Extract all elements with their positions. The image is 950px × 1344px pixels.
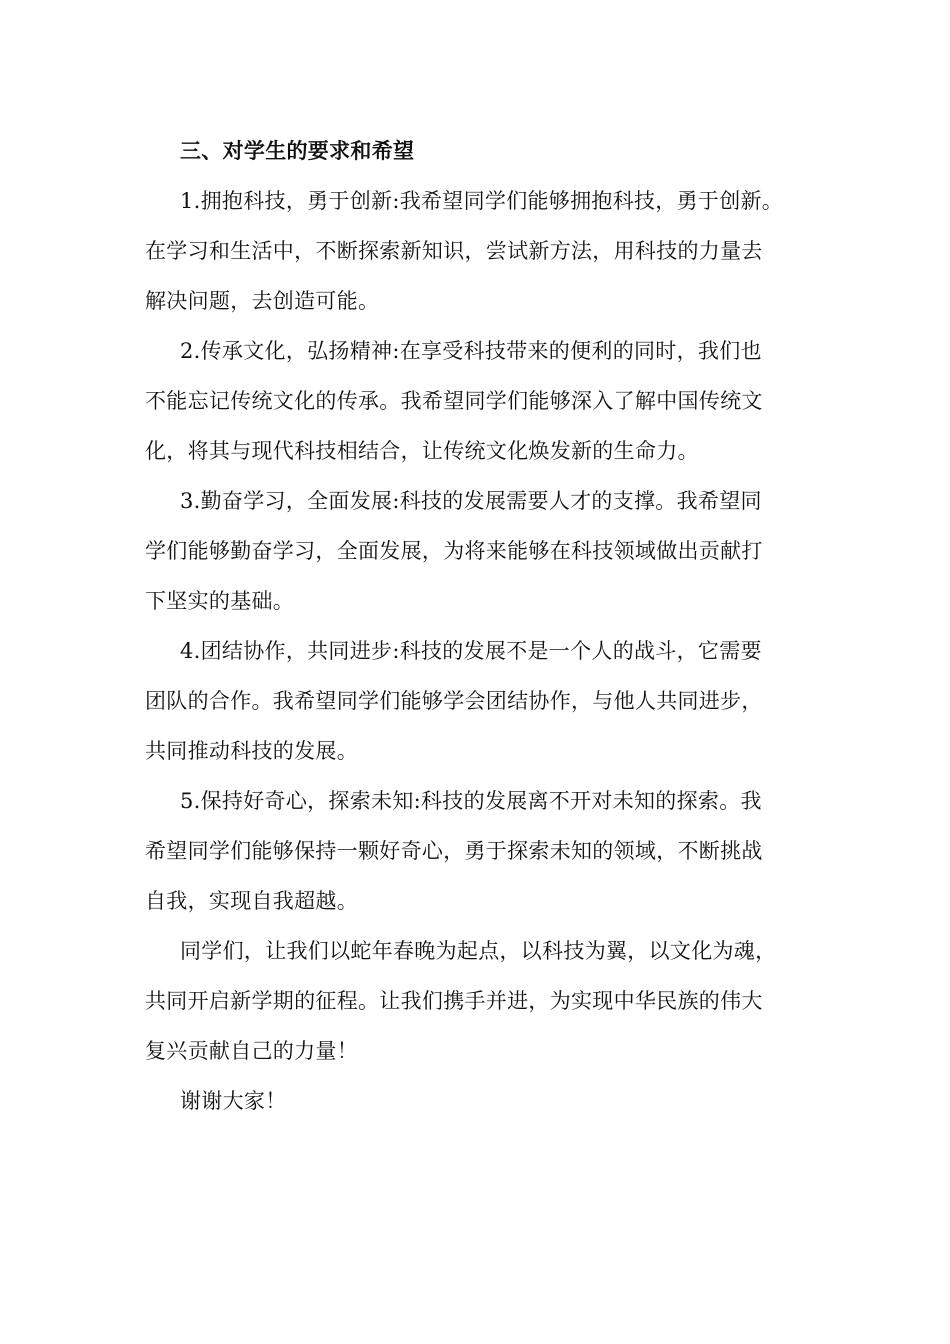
paragraph-1-line-1: 1.拥抱科技，勇于创新:我希望同学们能够拥抱科技，勇于创新。 [180, 189, 784, 213]
paragraph-5-line-3: 自我，实现自我超越。 [145, 889, 358, 913]
paragraph-3-line-3: 下坚实的基础。 [145, 589, 295, 613]
paragraph-4-line-2: 团队的合作。我希望同学们能够学会团结协作，与他人共同进步， [145, 689, 763, 713]
paragraph-4-line-3: 共同推动科技的发展。 [145, 739, 358, 763]
paragraph-2-line-3: 化，将其与现代科技相结合，让传统文化焕发新的生命力。 [145, 439, 699, 463]
paragraph-1-line-2: 在学习和生活中，不断探索新知识，尝试新方法，用科技的力量去 [145, 239, 763, 263]
paragraph-6-line-2: 共同开启新学期的征程。让我们携手并进，为实现中华民族的伟大 [145, 989, 763, 1013]
paragraph-5-line-1: 5.保持好奇心，探索未知:科技的发展离不开对未知的探索。我 [180, 789, 762, 813]
paragraph-6-line-3: 复兴贡献自己的力量！ [145, 1039, 358, 1063]
paragraph-5-line-2: 希望同学们能够保持一颗好奇心，勇于探索未知的领域，不断挑战 [145, 839, 763, 863]
closing-thanks: 谢谢大家！ [180, 1089, 287, 1113]
paragraph-6-line-1: 同学们，让我们以蛇年春晚为起点，以科技为翼，以文化为魂， [180, 939, 777, 963]
paragraph-3-line-2: 学们能够勤奋学习，全面发展，为将来能够在科技领域做出贡献打 [145, 539, 763, 563]
section-heading: 三、对学生的要求和希望 [180, 139, 415, 163]
paragraph-2-line-1: 2.传承文化，弘扬精神:在享受科技带来的便利的同时，我们也 [180, 339, 762, 363]
paragraph-1-line-3: 解决问题，去创造可能。 [145, 289, 380, 313]
paragraph-4-line-1: 4.团结协作，共同进步:科技的发展不是一个人的战斗，它需要 [180, 639, 762, 663]
paragraph-2-line-2: 不能忘记传统文化的传承。我希望同学们能够深入了解中国传统文 [145, 389, 763, 413]
paragraph-3-line-1: 3.勤奋学习，全面发展:科技的发展需要人才的支撑。我希望同 [180, 489, 762, 513]
